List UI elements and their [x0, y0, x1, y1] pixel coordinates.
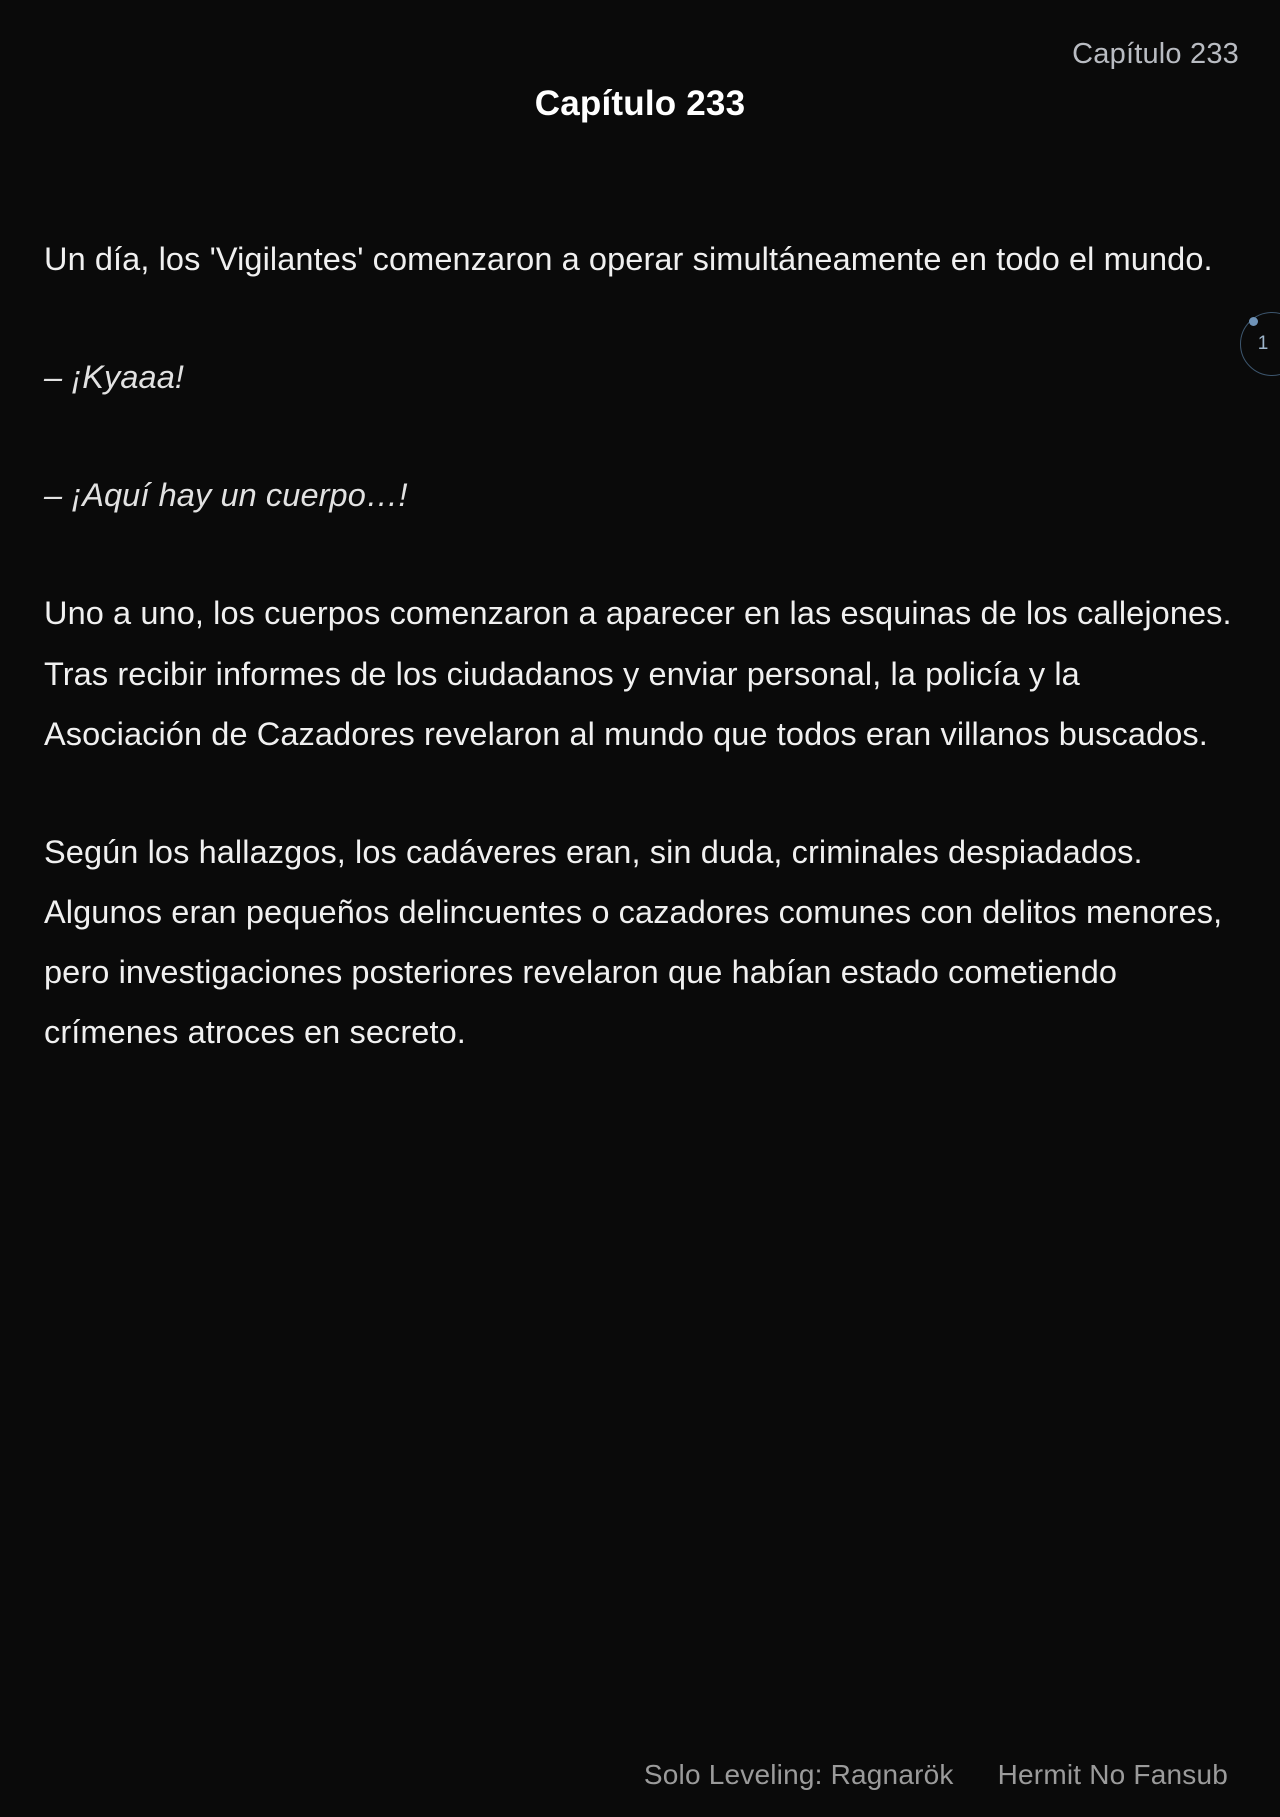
- footer-series-name: Solo Leveling: Ragnarök: [643, 1759, 954, 1790]
- page-footer: [0, 1759, 1280, 1791]
- paragraph: Un día, los 'Vigilantes' comenzaron a operar simultáneamente en todo el mundo.: [44, 241, 1213, 277]
- page-title: Capítulo 233: [534, 84, 746, 123]
- paragraph-dialogue: – ¡Aquí hay un cuerpo…!: [44, 477, 408, 514]
- chapter-corner-label: Capítulo 233: [1072, 38, 1239, 70]
- paragraph: Uno a uno, los cuerpos comenzaron a aparecer en las esquinas de los callejones. Tras recibir informes de los ciudadanos y enviar personal, la policía y la Asociación de Cazadores revelaron al mundo que todos eran villanos buscados.: [44, 595, 1232, 752]
- paragraph: Según los hallazgos, los cadáveres eran, sin duda, criminales despiadados. Algunos eran pequeños delincuentes o cazadores comunes con delitos menores, pero investigaciones posteriores revelaron que habían estado cometiendo crímenes atroces en secreto.: [44, 833, 1223, 1051]
- marker-dot-icon: [1249, 317, 1258, 326]
- footer-group-name: Hermit No Fansub: [997, 1759, 1228, 1790]
- chapter-body: [0, 229, 1280, 1062]
- paragraph-dialogue: – ¡Kyaaa!: [44, 359, 185, 396]
- marker-count: 1: [1257, 333, 1269, 354]
